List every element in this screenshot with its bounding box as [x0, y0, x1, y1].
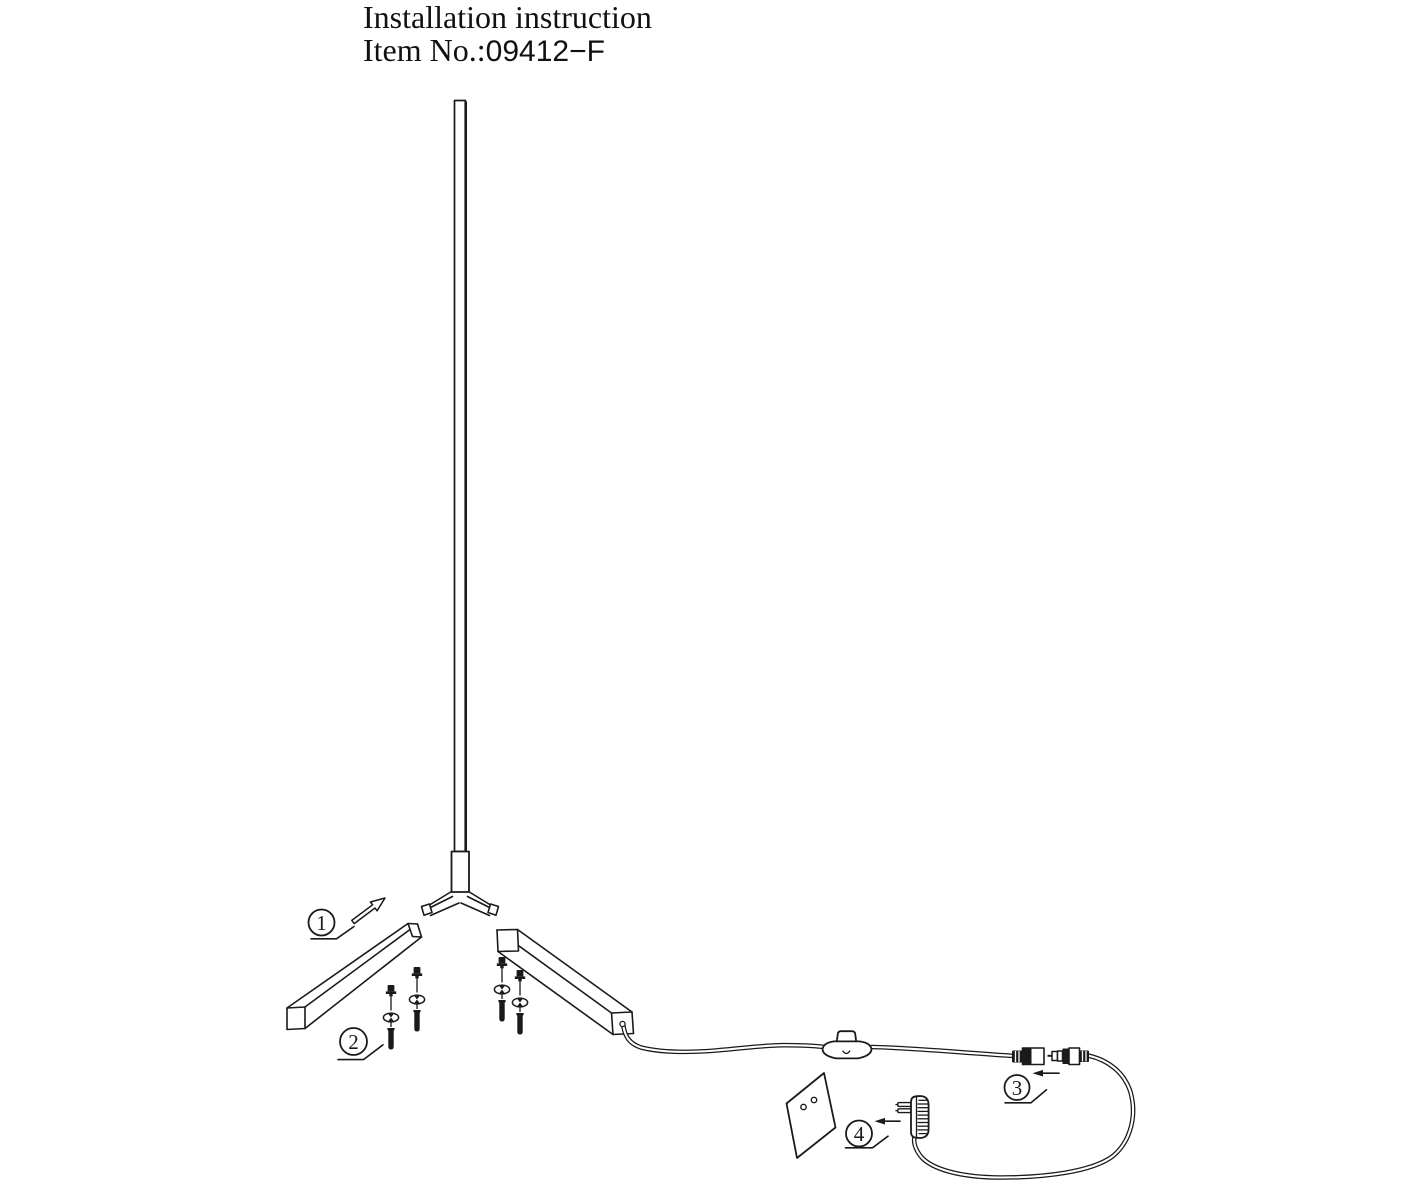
mounting-plate [787, 1073, 836, 1158]
power-adapter [895, 1096, 928, 1138]
step-3-annotation [1005, 1070, 1060, 1103]
step-3-number: 3 [1011, 1076, 1023, 1100]
adapter-body [911, 1096, 929, 1138]
base-bar-left-far-face [408, 924, 422, 938]
cable-exit-hole [620, 1021, 625, 1026]
adapter-plug-prongs [895, 1103, 910, 1113]
screw-set-4 [512, 970, 527, 1035]
item-number-label: Item No.: [363, 32, 486, 68]
switch-body [823, 1041, 872, 1058]
pole-base-hub [422, 852, 499, 916]
base-bar-left [287, 924, 422, 1030]
item-number-value: 09412−F [485, 35, 605, 68]
screw-set-1 [383, 985, 398, 1050]
base-bar-left-end-face [287, 1007, 305, 1030]
step-2-annotation [338, 1028, 383, 1060]
screw-set-2 [409, 967, 424, 1032]
switch-button [837, 1031, 856, 1041]
step-1-annotation [309, 898, 386, 939]
lamp-pole [455, 101, 466, 852]
title-line: Installation instruction [363, 0, 652, 35]
hub-sleeve [452, 852, 470, 893]
dc-connector-female [1012, 1048, 1044, 1065]
hub-leg-left [422, 892, 460, 916]
screw-set-3 [494, 957, 509, 1022]
dc-connector-male [1048, 1048, 1090, 1065]
hub-leg-right [461, 892, 499, 916]
inline-switch [823, 1031, 872, 1058]
slide-direction-arrow-icon [352, 898, 385, 924]
power-cable [624, 1027, 1134, 1178]
step-1-number: 1 [316, 911, 327, 935]
step-4-annotation [846, 1118, 901, 1148]
base-bar-right-near-face [497, 930, 519, 952]
step-2-number: 2 [348, 1030, 359, 1054]
step-4-number: 4 [853, 1122, 865, 1146]
